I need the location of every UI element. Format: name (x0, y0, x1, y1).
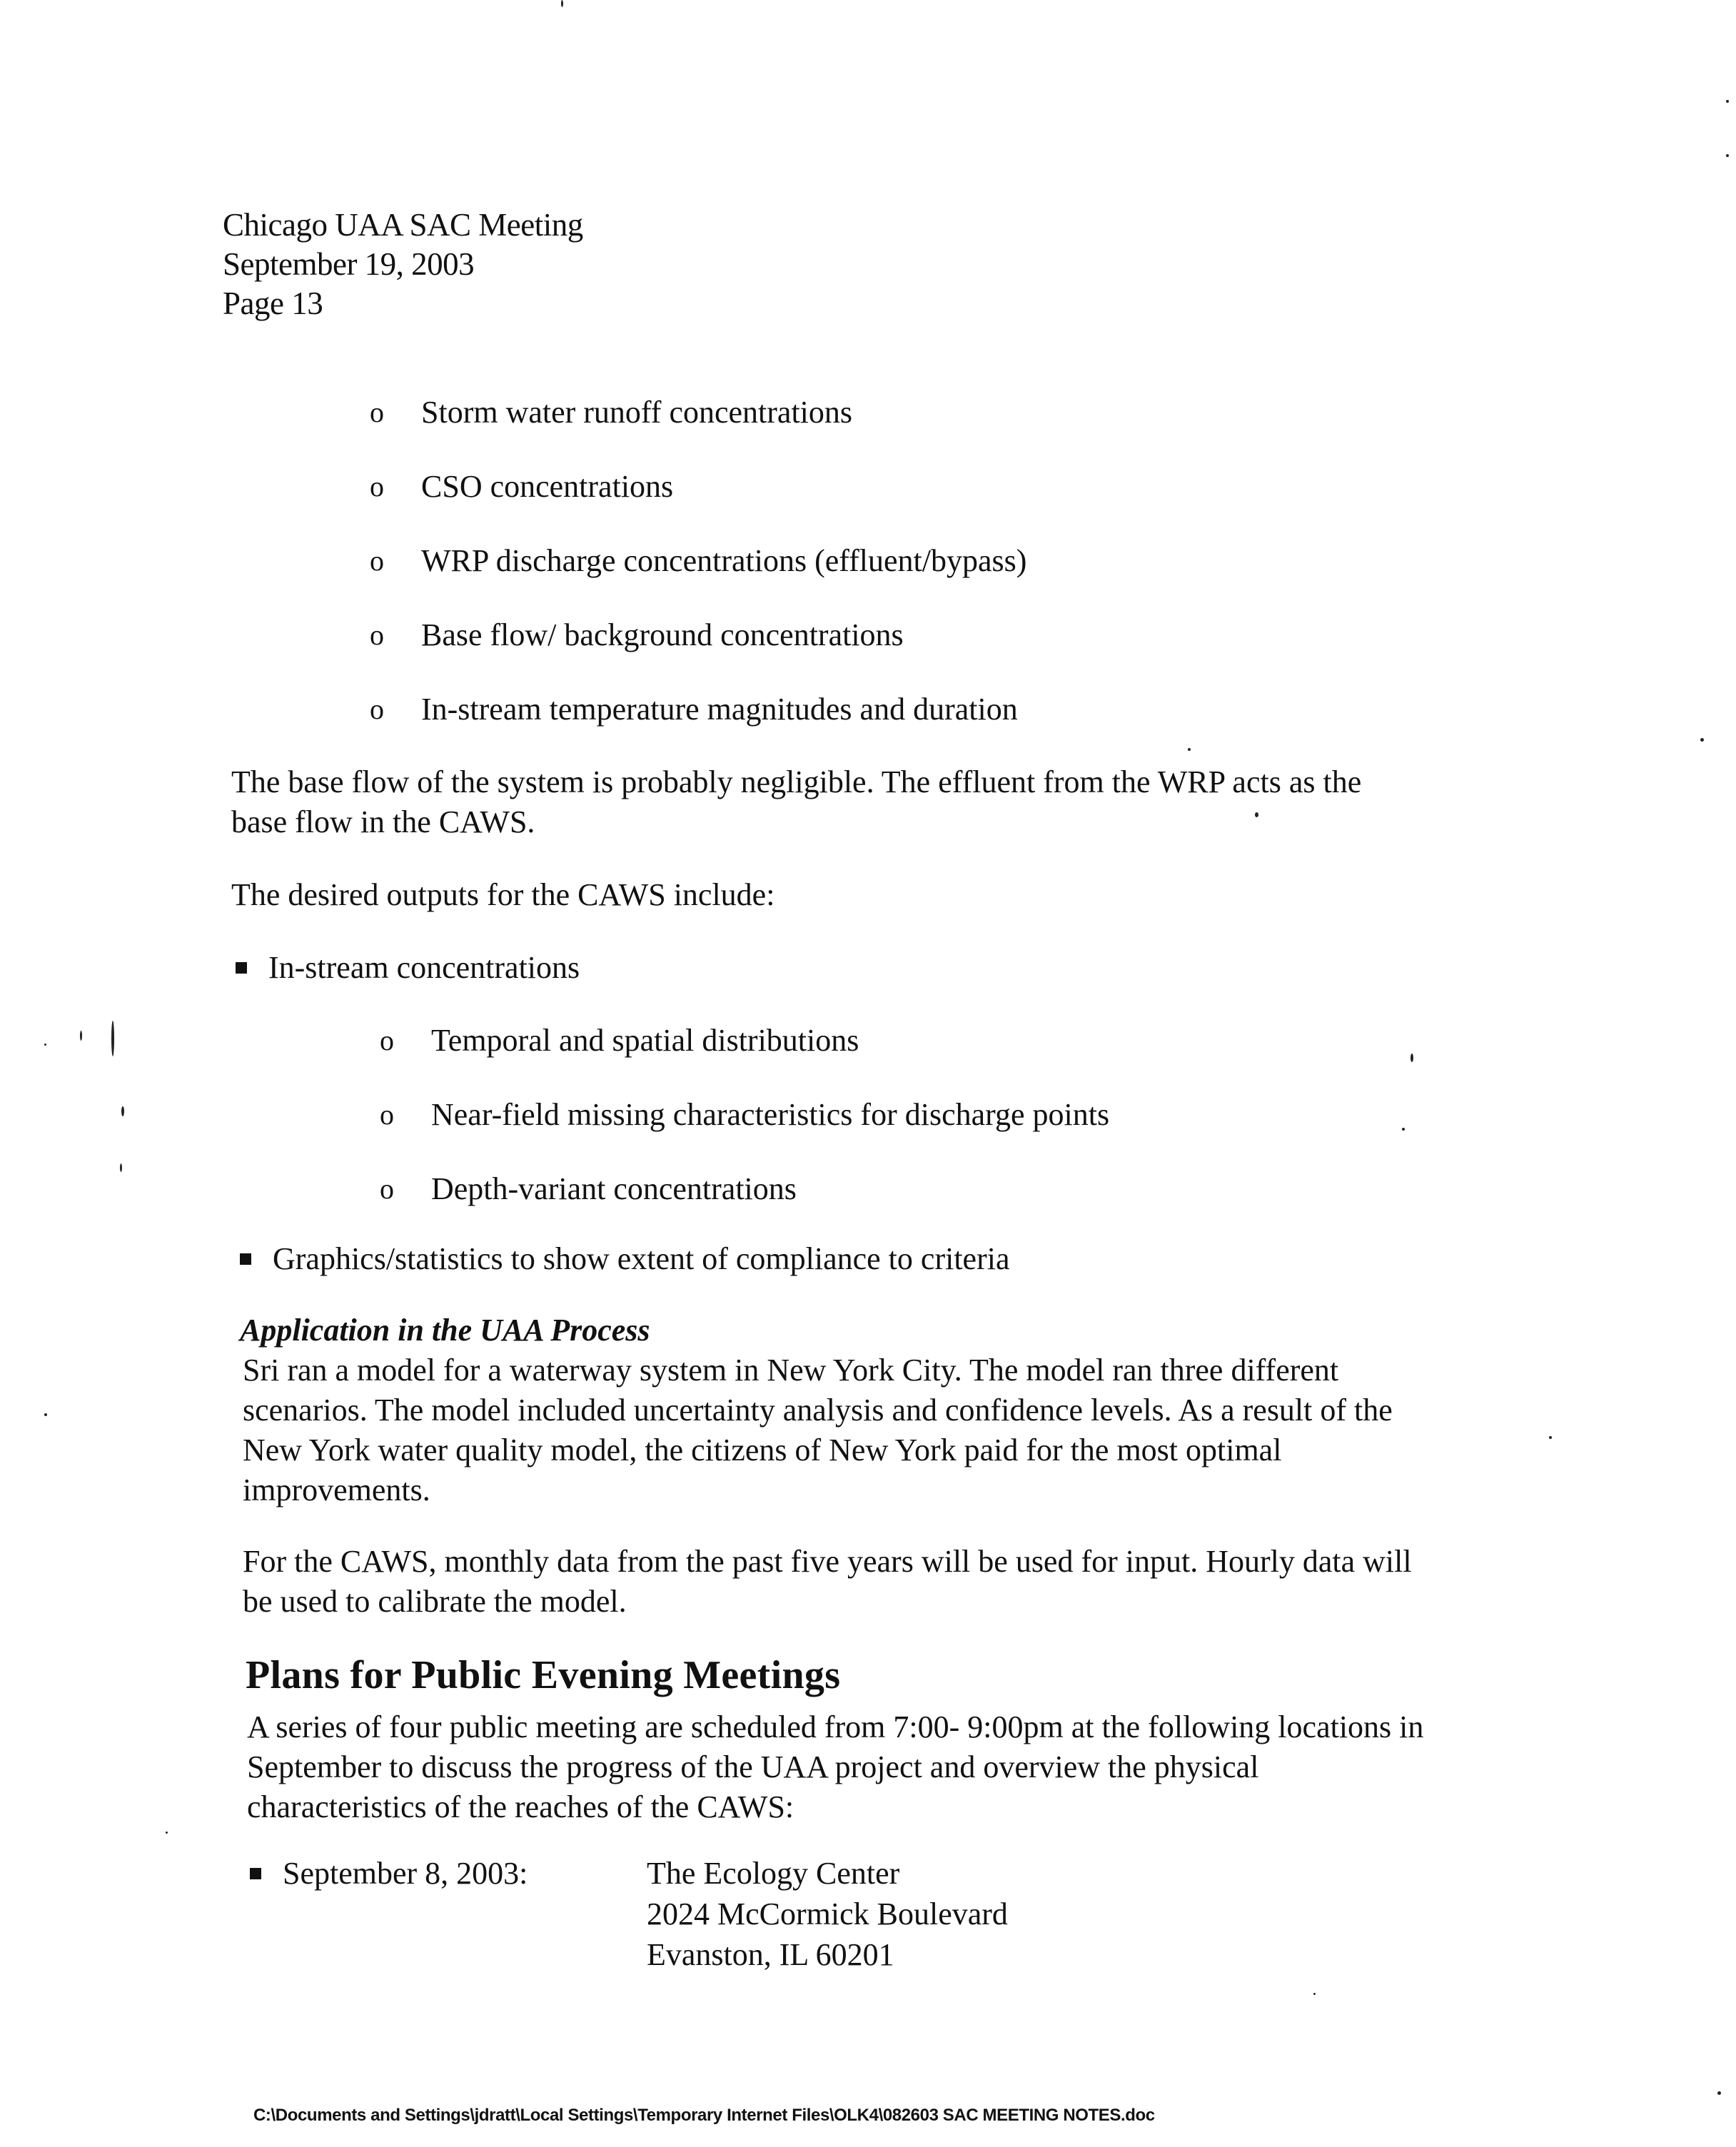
caws-data-paragraph: For the CAWS, monthly data from the past five years will be used for input. Hourly data will be used to calibrate the model. (243, 1544, 1412, 1619)
list-item: o CSO concentrations (370, 465, 1026, 540)
output-item-in-stream: In-stream concentrations (236, 948, 580, 988)
circle-bullet-icon: o (370, 545, 384, 577)
scan-speck (121, 1106, 124, 1116)
scan-speck (44, 1413, 47, 1416)
section-title-public-meetings: Plans for Public Evening Meetings (246, 1653, 841, 1697)
meeting-date: September 19, 2003 (223, 246, 475, 282)
scan-speck (1410, 1054, 1413, 1062)
square-bullet-icon (250, 1868, 261, 1879)
scan-speck (80, 1031, 82, 1041)
circle-bullet-icon: o (370, 693, 384, 725)
circle-bullet-icon: o (370, 396, 384, 428)
footer-file-path: C:\Documents and Settings\jdratt\Local Settings\Temporary Internet Files\OLK4\082603 SAC MEETING NOTES.doc (253, 2106, 1155, 2125)
outputs-intro: The desired outputs for the CAWS include: (231, 877, 775, 912)
scan-speck (1188, 748, 1191, 751)
list-item: o Near-field missing characteristics for discharge points (380, 1093, 1109, 1168)
list-item: o In-stream temperature magnitudes and duration (370, 688, 1026, 762)
list-item: o WRP discharge concentrations (effluent/bypass) (370, 540, 1026, 614)
application-heading: Application in the UAA Process (240, 1313, 650, 1348)
circle-bullet-icon: o (380, 1098, 394, 1131)
scan-speck (1402, 1128, 1405, 1131)
scan-speck (1313, 1993, 1316, 1995)
scan-speck (166, 1832, 168, 1834)
scan-speck (561, 0, 563, 7)
inputs-sublist (370, 391, 1026, 762)
meeting-title: Chicago UAA SAC Meeting (223, 207, 583, 243)
circle-bullet-icon: o (370, 470, 384, 502)
scan-speck (1717, 2091, 1721, 2095)
scan-speck (1726, 100, 1729, 103)
city-state-zip: Evanston, IL 60201 (647, 1937, 894, 1972)
outputs-sublist (380, 1019, 1109, 1242)
base-flow-paragraph: The base flow of the system is probably negligible. The effluent from the WRP acts as the base flow in the CAWS. (231, 764, 1362, 839)
public-meetings-intro: A series of four public meeting are scheduled from 7:00- 9:00pm at the following locations in September to discuss the progress of the UAA project and overview the physical characteristics of the reaches of the CAWS: (247, 1709, 1424, 1824)
venue-name: The Ecology Center (647, 1856, 900, 1891)
scan-speck (1549, 1436, 1552, 1439)
circle-bullet-icon: o (370, 619, 384, 651)
scan-speck (1255, 812, 1258, 817)
list-item: o Base flow/ background concentrations (370, 614, 1026, 688)
circle-bullet-icon: o (380, 1173, 394, 1205)
page-header (223, 206, 583, 323)
scan-speck (1700, 738, 1704, 742)
scan-speck (44, 1044, 46, 1046)
page-number: Page 13 (223, 286, 323, 321)
meeting-date: September 8, 2003: (283, 1856, 528, 1891)
circle-bullet-icon: o (380, 1024, 394, 1056)
street-address: 2024 McCormick Boulevard (647, 1896, 1008, 1931)
list-item: o Depth-variant concentrations (380, 1168, 1109, 1242)
square-bullet-icon (240, 1253, 251, 1265)
list-item: o Temporal and spatial distributions (380, 1019, 1109, 1093)
scan-speck (111, 1021, 114, 1056)
output-item-graphics: Graphics/statistics to show extent of compliance to criteria (240, 1239, 1009, 1279)
application-paragraph: Sri ran a model for a waterway system in New York City. The model ran three different scenarios. The model included uncertainty analysis and confidence levels. As a result of the New York water quality model, the citizens of New York paid for the most optimal improvements. (243, 1353, 1393, 1507)
square-bullet-icon (236, 962, 247, 974)
meeting-address (647, 1853, 1008, 1975)
list-item: o Storm water runoff concentrations (370, 391, 1026, 465)
scan-speck (1726, 154, 1729, 157)
scan-speck (120, 1163, 122, 1172)
